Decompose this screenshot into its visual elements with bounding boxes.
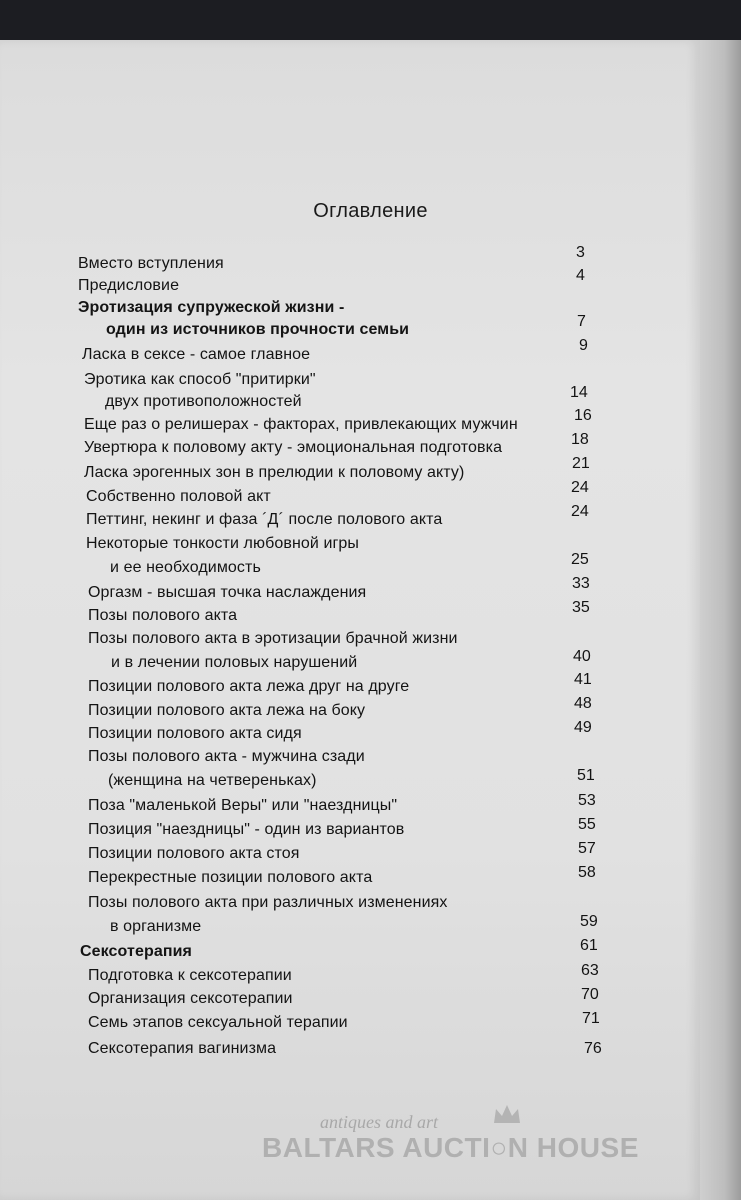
- toc-page-number: 18: [571, 431, 589, 448]
- watermark-brand: BALTARS AUCTI○N HOUSE: [262, 1132, 639, 1163]
- toc-entry: Позиции полового акта лежа на боку: [88, 702, 366, 719]
- toc-entry: Сексотерапия вагинизма: [88, 1040, 277, 1057]
- toc-entry: Семь этапов сексуальной терапии: [88, 1014, 348, 1031]
- toc-entry: в организме: [110, 918, 202, 935]
- toc-page-number: 41: [574, 671, 592, 688]
- page-title: Оглавление: [313, 200, 428, 222]
- toc-entry: Позиции полового акта лежа друг на друге: [88, 678, 410, 695]
- toc-page-number: 40: [573, 648, 591, 665]
- toc-page-number: 71: [582, 1010, 600, 1027]
- toc-entry: Петтинг, некинг и фаза ´Д´ после полового акта: [86, 511, 443, 528]
- crown-icon: [492, 1103, 522, 1125]
- toc-entry: Позиции полового акта стоя: [88, 845, 300, 862]
- toc-entry: Позиции полового акта сидя: [88, 725, 302, 742]
- toc-entry: Позы полового акта - мужчина сзади: [88, 748, 365, 765]
- toc-page-number: 76: [584, 1040, 602, 1057]
- toc-entry: Ласка эрогенных зон в прелюдии к половому акту): [84, 464, 465, 481]
- toc-page-number: 24: [571, 479, 589, 496]
- toc-entry: Подготовка к сексотерапии: [88, 967, 292, 984]
- toc-page-number: 49: [574, 719, 592, 736]
- toc-page-number: 25: [571, 551, 589, 568]
- toc-page-number: 70: [581, 986, 599, 1003]
- toc-page-number: 53: [578, 792, 596, 809]
- toc-entry: Поза "маленькой Веры" или "наездницы": [88, 797, 398, 814]
- toc-page-number: 16: [574, 407, 592, 424]
- toc-entry: Позы полового акта: [88, 607, 238, 624]
- toc-entry: Позы полового акта при различных изменениях: [88, 894, 448, 911]
- toc-page-number: 35: [572, 599, 590, 616]
- toc-entry: Предисловие: [78, 277, 180, 294]
- toc-page-number: 63: [581, 962, 599, 979]
- toc-entry: Организация сексотерапии: [88, 990, 293, 1007]
- toc-entry: Собственно половой акт: [86, 488, 271, 505]
- toc-page-number: 59: [580, 913, 598, 930]
- toc-entry: двух противоположностей: [105, 393, 302, 410]
- watermark-tagline: antiques and art: [320, 1112, 439, 1132]
- toc-entry: Вместо вступления: [78, 255, 224, 272]
- toc-entry: Перекрестные позиции полового акта: [88, 869, 373, 886]
- toc-page-number: 51: [577, 767, 595, 784]
- toc-page-number: 58: [578, 864, 596, 881]
- toc-entry: Увертюра к половому акту - эмоциональная подготовка: [84, 439, 503, 456]
- toc-entry: Ласка в сексе - самое главное: [82, 346, 311, 363]
- toc-page-number: 24: [571, 503, 589, 520]
- toc-page-number: 33: [572, 575, 590, 592]
- toc-entry: (женщина на четвереньках): [108, 772, 317, 789]
- toc-entry: Оргазм - высшая точка наслаждения: [88, 584, 367, 601]
- toc-entry: и ее необходимость: [110, 559, 261, 576]
- toc-entry: Эротика как способ "притирки": [84, 371, 316, 388]
- toc-page-number: 21: [572, 455, 590, 472]
- toc-entry: Сексотерапия: [80, 943, 192, 960]
- toc-page-number: 14: [570, 384, 588, 401]
- toc-page-number: 48: [574, 695, 592, 712]
- toc-page-number: 9: [579, 337, 588, 354]
- toc-entry: Позы полового акта в эротизации брачной жизни: [88, 630, 458, 647]
- toc-entry: Эротизация супружеской жизни -: [78, 299, 345, 316]
- toc-page-number: 55: [578, 816, 596, 833]
- toc-entry: Еще раз о релишерах - факторах, привлекающих мужчин: [84, 416, 518, 433]
- toc-entry: и в лечении половых нарушений: [111, 654, 358, 671]
- toc-page-number: 4: [576, 267, 585, 284]
- toc-page-number: 61: [580, 937, 598, 954]
- toc-entry: Некоторые тонкости любовной игры: [86, 535, 360, 552]
- toc-entry: Позиция "наездницы" - один из вариантов: [88, 821, 405, 838]
- toc-page-number: 57: [578, 840, 596, 857]
- toc-page-number: 7: [577, 313, 586, 330]
- toc-page-number: 3: [576, 244, 585, 261]
- toc-entry: один из источников прочности семьи: [106, 321, 410, 338]
